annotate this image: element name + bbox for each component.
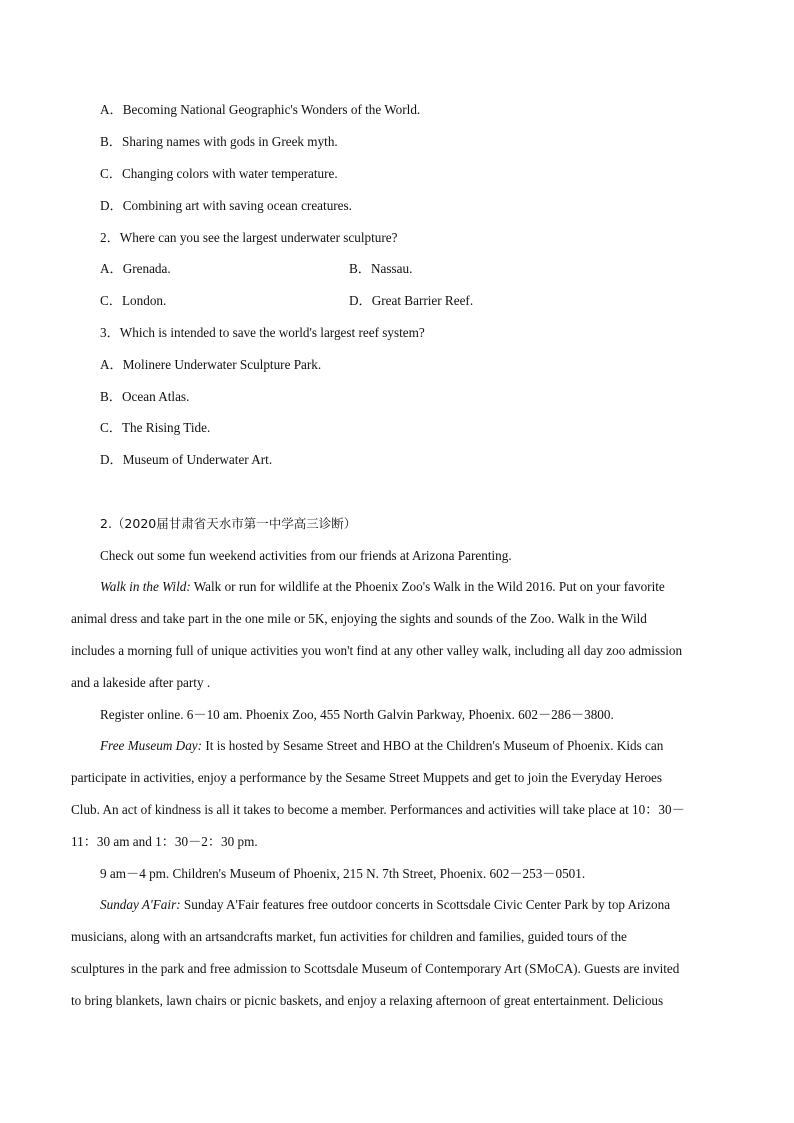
q2-option-a: A．Grenada.	[100, 261, 171, 276]
q2-option-b: B．Nassau.	[349, 261, 413, 276]
q3-stem: 3．Which is intended to save the world's largest reef system?	[100, 325, 425, 340]
museum-paragraph-line-4: 11：30 am and 1：30－2：30 pm.	[71, 834, 258, 849]
walk-paragraph-line-1: Walk in the Wild: Walk or run for wildlife at the Phoenix Zoo's Walk in the Wild 2016. Put on your favorite	[100, 579, 665, 594]
q1-option-c: C．Changing colors with water temperature.	[100, 166, 338, 181]
q2-stem: 2．Where can you see the largest underwater sculpture?	[100, 230, 398, 245]
walk-paragraph-line-3: includes a morning full of unique activities you won't find at any other valley walk, including all day zoo admission	[71, 643, 683, 658]
museum-title: Free Museum Day:	[100, 738, 203, 753]
affair-paragraph-line-4: to bring blankets, lawn chairs or picnic baskets, and enjoy a relaxing afternoon of great entertainment. Delicious	[71, 993, 664, 1008]
affair-title: Sunday A'Fair:	[100, 897, 181, 912]
q2-option-c: C．London.	[100, 293, 167, 308]
museum-paragraph-line-2: participate in activities, enjoy a performance by the Sesame Street Muppets and get to join the Everyday Heroes	[71, 770, 663, 785]
q2-option-d: D．Great Barrier Reef.	[349, 293, 474, 308]
affair-paragraph-line-2: musicians, along with an artsandcrafts market, fun activities for children and families, guided tours of the	[71, 929, 627, 944]
walk-paragraph-line-4: and a lakeside after party .	[71, 675, 211, 690]
walk-title: Walk in the Wild:	[100, 579, 191, 594]
q3-option-a: A．Molinere Underwater Sculpture Park.	[100, 357, 322, 372]
passage-heading: 2.（2020届甘肃省天水市第一中学高三诊断）	[100, 516, 357, 531]
q3-option-d: D．Museum of Underwater Art.	[100, 452, 273, 467]
q1-option-d: D．Combining art with saving ocean creatures.	[100, 198, 352, 213]
q3-option-b: B．Ocean Atlas.	[100, 389, 190, 404]
walk-info: Register online. 6－10 am. Phoenix Zoo, 455 North Galvin Parkway, Phoenix. 602－286－3800.	[100, 707, 614, 722]
q3-option-c: C．The Rising Tide.	[100, 420, 211, 435]
museum-paragraph-line-1: Free Museum Day: It is hosted by Sesame Street and HBO at the Children's Museum of Phoenix. Kids can	[100, 738, 664, 753]
passage-intro: Check out some fun weekend activities from our friends at Arizona Parenting.	[100, 548, 512, 563]
affair-paragraph-line-1: Sunday A'Fair: Sunday A'Fair features free outdoor concerts in Scottsdale Civic Center Park by top Arizona	[100, 897, 671, 912]
q1-option-b: B．Sharing names with gods in Greek myth.	[100, 134, 338, 149]
q1-option-a: A．Becoming National Geographic's Wonders of the World.	[100, 102, 421, 117]
museum-info: 9 am－4 pm. Children's Museum of Phoenix, 215 N. 7th Street, Phoenix. 602－253－0501.	[100, 866, 586, 881]
affair-paragraph-line-3: sculptures in the park and free admission to Scottsdale Museum of Contemporary Art (SMoCA). Guests are invited	[71, 961, 680, 976]
museum-paragraph-line-3: Club. An act of kindness is all it takes to become a member. Performances and activities will take place at 10：30－	[71, 802, 685, 817]
walk-paragraph-line-2: animal dress and take part in the one mile or 5K, enjoying the sights and sounds of the Zoo. Walk in the Wild	[71, 611, 647, 626]
